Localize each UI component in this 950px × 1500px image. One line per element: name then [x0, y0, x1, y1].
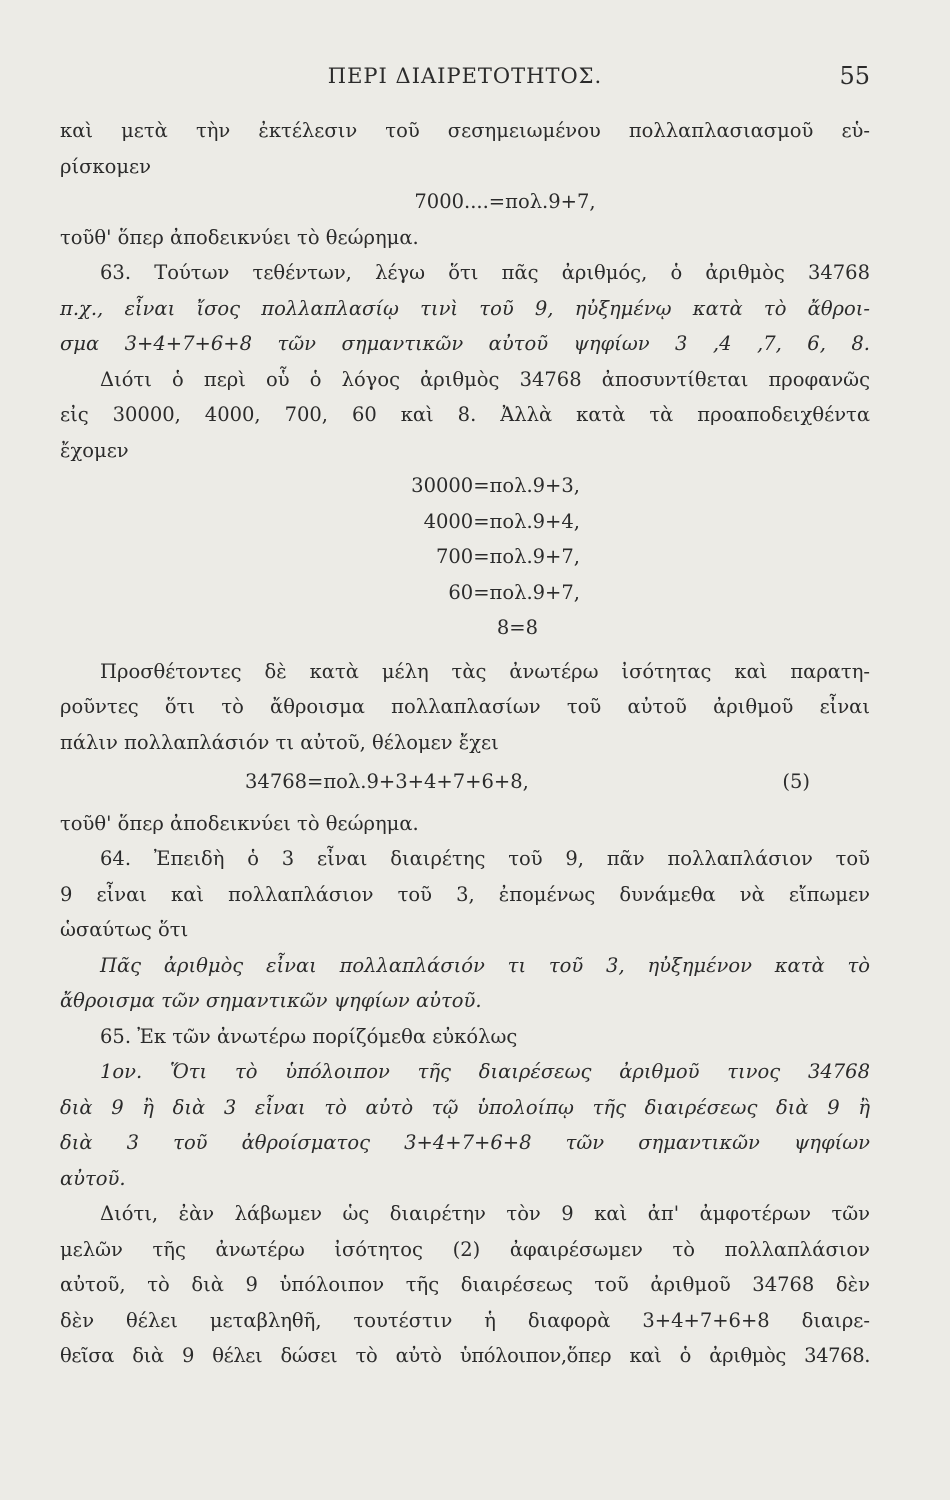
corollary-line: διὰ 9 ἢ διὰ 3 εἶναι τὸ αὐτὸ τῷ ὑπολοίπῳ τῆς διαιρέσεως διὰ 9 ἢ — [60, 1095, 870, 1119]
running-title: ΠΕΡΙ ΔΙΑΙΡΕΤΟΤΗΤΟΣ. — [327, 64, 603, 88]
paragraph-63: 63. Τούτων τεθέντων, λέγω ὅτι πᾶς ἀριθμός, ὁ ἀριθμὸς 34768 — [100, 261, 870, 284]
paragraph-65: 65. Ἐκ τῶν ἀνωτέρω πορίζόμεθα εὐκόλως — [100, 1024, 518, 1048]
page-header — [60, 60, 870, 96]
formula-line: 7000....=πολ.9+7, — [414, 190, 596, 213]
text-line: σμα 3+4+7+6+8 τῶν σημαντικῶν αὐτοῦ ψηφίων 3 ,4 ,7, 6, 8. — [60, 332, 870, 355]
corollary-line: αὐτοῦ. — [60, 1166, 126, 1190]
text-line: τοῦθ' ὅπερ ἀποδεικνύει τὸ θεώρημα. — [60, 225, 419, 249]
text-line: αὐτοῦ, τὸ διὰ 9 ὑπόλοιπον τῆς διαιρέσεως τοῦ ἀριθμοῦ 34768 δὲν — [60, 1273, 870, 1296]
corollary-line: διὰ 3 τοῦ ἀθροίσματος 3+4+7+6+8 τῶν σημαντικῶν ψηφίων — [60, 1131, 870, 1154]
equation-line: 60=πολ.9+7, — [448, 580, 580, 604]
paragraph-64: 64. Ἐπειδὴ ὁ 3 εἶναι διαιρέτης τοῦ 9, πᾶν πολλαπλάσιον τοῦ — [100, 847, 870, 870]
page-number: 55 — [839, 62, 870, 90]
text-line: Προσθέτοντες δὲ κατὰ μέλη τὰς ἀνωτέρω ἰσότητας καὶ παρατη- — [100, 659, 870, 683]
text-line: 9 εἶναι καὶ πολλαπλάσιον τοῦ 3, ἐπομένως δυνάμεθα νὰ εἴπωμεν — [60, 882, 870, 906]
text-line: ρίσκομεν — [60, 154, 151, 178]
text-line: θεῖσα διὰ 9 θέλει δώσει τὸ αὐτὸ ὑπόλοιπον,ὅπερ καὶ ὁ ἀριθμὸς 34768. — [60, 1344, 870, 1367]
corollary-line: 1ον. Ὅτι τὸ ὑπόλοιπον τῆς διαιρέσεως ἀριθμοῦ τινος 34768 — [100, 1060, 870, 1083]
numbered-equation — [60, 764, 870, 800]
equation-block — [60, 468, 870, 646]
page-body — [60, 113, 870, 1374]
equation-line: 700=πολ.9+7, — [435, 545, 580, 568]
theorem-line: ἄθροισμα τῶν σημαντικῶν ψηφίων αὐτοῦ. — [60, 989, 482, 1012]
text-line: μελῶν τῆς ἀνωτέρω ἰσότητος (2) ἀφαιρέσωμεν τὸ πολλαπλάσιον — [60, 1237, 870, 1261]
text-line: εἰς 30000, 4000, 700, 60 καὶ 8. Ἀλλὰ κατὰ τὰ προαποδειχθέντα — [60, 403, 870, 426]
text-line: Διότι, ἐὰν λάβωμεν ὡς διαιρέτην τὸν 9 καὶ ἀπ' ἀμφοτέρων τῶν — [100, 1202, 870, 1225]
text-line: τοῦθ' ὅπερ ἀποδεικνύει τὸ θεώρημα. — [60, 811, 419, 835]
equation-line: 4000=πολ.9+4, — [423, 509, 580, 533]
text-line: δὲν θέλει μεταβληθῆ, τουτέστιν ἡ διαφορὰ 3+4+7+6+8 διαιρε- — [60, 1308, 870, 1332]
text-line: Διότι ὁ περὶ οὗ ὁ λόγος ἀριθμὸς 34768 ἀποσυντίθεται προφανῶς — [100, 367, 870, 391]
text-line: καὶ μετὰ τὴν ἐκτέλεσιν τοῦ σεσημειωμένου πολλαπλασιασμοῦ εὑ- — [60, 119, 870, 142]
text-line: ροῦντες ὅτι τὸ ἄθροισμα πολλαπλασίων τοῦ αὐτοῦ ἀριθμοῦ εἶναι — [60, 695, 870, 718]
text-line: ὡσαύτως ὅτι — [60, 918, 189, 941]
equation-label: (5) — [782, 770, 810, 793]
equation-line: 30000=πολ.9+3, — [411, 474, 580, 497]
text-line: π.χ., εἶναι ἴσος πολλαπλασίῳ τινὶ τοῦ 9, ηὐξημένῳ κατὰ τὸ ἄθροι- — [60, 296, 870, 320]
text-line: ἔχομεν — [60, 438, 129, 462]
theorem-line: Πᾶς ἀριθμὸς εἶναι πολλαπλάσιόν τι τοῦ 3, ηὐξημένον κατὰ τὸ — [100, 953, 870, 977]
equation-line: 8=8 — [496, 616, 538, 639]
equation-5: 34768=πολ.9+3+4+7+6+8, — [245, 770, 529, 793]
text-line: πάλιν πολλαπλάσιόν τι αὐτοῦ, θέλομεν ἔχει — [60, 730, 499, 754]
